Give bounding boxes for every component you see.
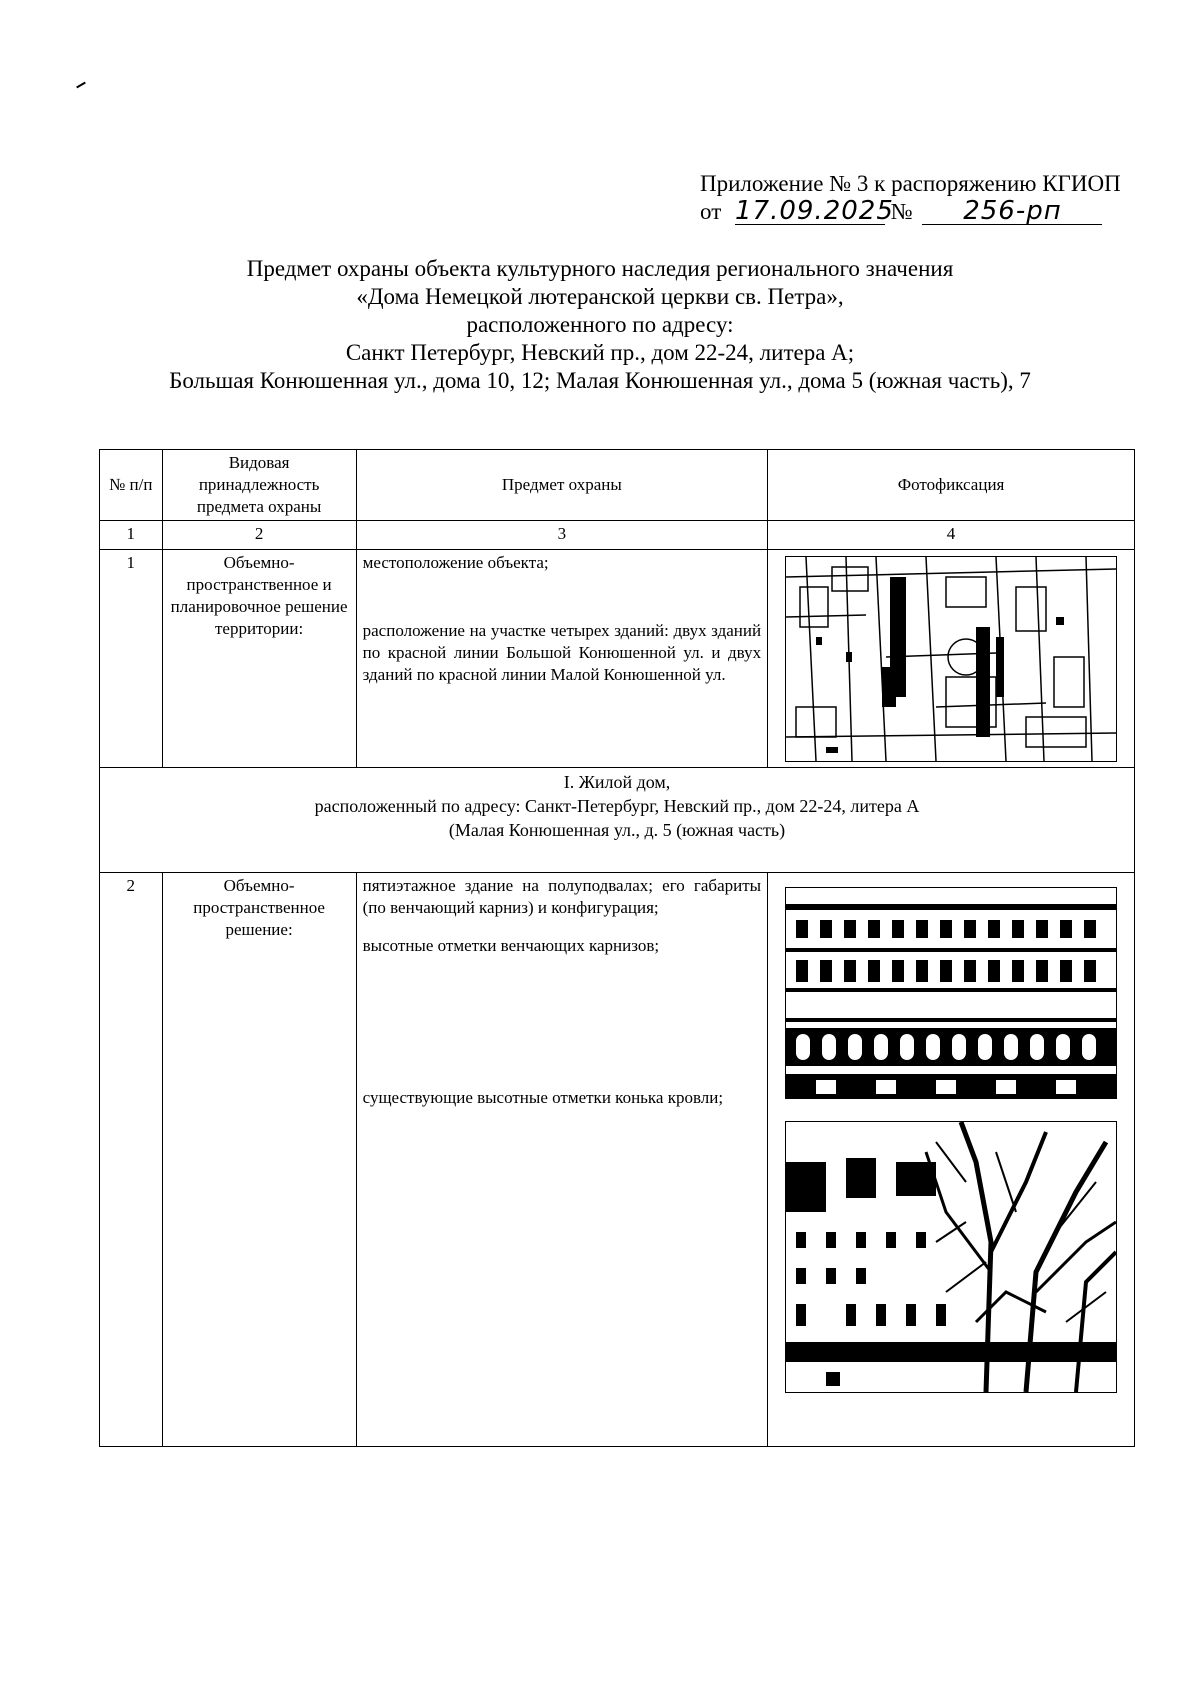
table-row <box>100 873 1135 1447</box>
facade-with-trees-photo <box>785 1121 1117 1393</box>
site-plan-image <box>785 556 1117 762</box>
title-line-2: «Дома Немецкой лютеранской церкви св. Петра», <box>356 284 844 309</box>
subject-item: местоположение объекта; <box>362 553 549 572</box>
header-subject: Предмет охраны <box>356 450 767 521</box>
row-photo <box>768 873 1135 1447</box>
row-number: 1 <box>100 550 163 768</box>
facade-photo <box>785 887 1117 1099</box>
row-photo <box>768 550 1135 768</box>
protection-subject-table <box>99 449 1135 1447</box>
header-no: № п/п <box>100 450 163 521</box>
subject-item: расположение на участке четырех зданий: двух зданий по красной линии Большой Конюшенной ул. и двух зданий по красной линии Малой Конюшенной ул. <box>362 621 762 684</box>
title-line-4: Санкт Петербург, Невский пр., дом 22-24, литера А; <box>345 340 855 365</box>
date-prefix: от <box>700 199 722 224</box>
title-line-3: расположенного по адресу: <box>466 312 734 337</box>
subject-item: существующие высотные отметки конька кровли; <box>362 1088 724 1107</box>
row-subject <box>356 873 767 1447</box>
row-type: Объемно-пространственное и планировочное решение территории: <box>162 550 356 768</box>
appendix-header <box>700 170 1160 226</box>
row-type: Объемно-пространственное решение: <box>162 873 356 1447</box>
title-line-1: Предмет охраны объекта культурного наследия регионального значения <box>246 256 954 281</box>
section-line-1: I. Жилой дом, <box>563 772 671 792</box>
table-row <box>100 550 1135 768</box>
header-type: Видовая принадлежность предмета охраны <box>162 450 356 521</box>
subject-item: пятиэтажное здание на полуподвалах; его габариты (по венчающий карниз) и конфигурация; <box>362 876 762 917</box>
handwritten-date: 17.09.2025 <box>735 196 894 226</box>
handwritten-order-number: 256-рп <box>922 198 1102 225</box>
table-header-row <box>100 450 1135 521</box>
subject-item: высотные отметки венчающих карнизов; <box>362 936 660 955</box>
title-line-5: Большая Конюшенная ул., дома 10, 12; Малая Конюшенная ул., дома 5 (южная часть), 7 <box>169 368 1031 393</box>
stray-pen-mark <box>76 82 86 89</box>
section-heading <box>100 768 1135 873</box>
appendix-line: Приложение № 3 к распоряжению КГИОП <box>700 171 1121 196</box>
column-number: 1 <box>100 521 163 550</box>
column-number: 2 <box>162 521 356 550</box>
order-date-number-line <box>700 198 1160 226</box>
column-number: 4 <box>768 521 1135 550</box>
number-prefix: № <box>890 199 913 224</box>
column-number-row <box>100 521 1135 550</box>
section-heading-row <box>100 768 1135 873</box>
section-line-3: (Малая Конюшенная ул., д. 5 (южная часть) <box>448 820 786 840</box>
column-number: 3 <box>356 521 767 550</box>
document-title <box>60 255 1140 395</box>
row-number: 2 <box>100 873 163 1447</box>
section-line-2: расположенный по адресу: Санкт-Петербург, Невский пр., дом 22-24, литера А <box>314 796 920 816</box>
row-subject <box>356 550 767 768</box>
header-photo: Фотофиксация <box>768 450 1135 521</box>
